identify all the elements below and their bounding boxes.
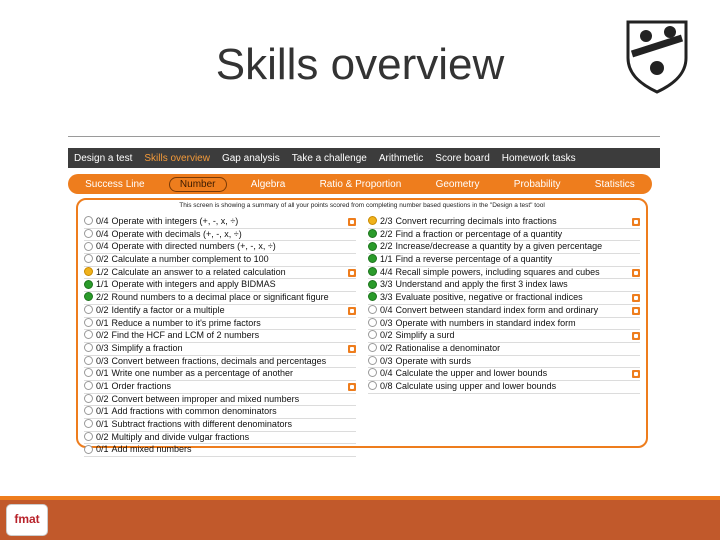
tab-statistics[interactable]: Statistics — [594, 178, 635, 190]
skill-label: Increase/decrease a quantity by a given percentage — [395, 241, 603, 252]
skill-row[interactable] — [368, 356, 640, 369]
skills-list-left — [84, 216, 356, 457]
skill-score: 0/4 — [380, 368, 393, 379]
skill-score: 0/4 — [380, 304, 393, 315]
skill-label: Find a fraction or percentage of a quantity — [395, 228, 563, 239]
status-dot-icon — [84, 381, 93, 390]
report-icon[interactable] — [632, 370, 640, 378]
skill-label: Identify a factor or a multiple — [111, 304, 225, 315]
status-dot-icon — [84, 368, 93, 377]
report-icon[interactable] — [632, 332, 640, 340]
skill-label: Convert between fractions, decimals and percentages — [111, 355, 327, 366]
report-icon[interactable] — [632, 269, 640, 277]
skill-score: 0/2 — [380, 330, 393, 341]
skill-row[interactable] — [84, 343, 356, 356]
status-dot-icon — [368, 343, 377, 352]
skill-score: 2/2 — [380, 228, 393, 239]
skill-score: 0/1 — [96, 444, 109, 455]
status-dot-icon — [368, 242, 377, 251]
skill-label: Convert recurring decimals into fractions — [395, 216, 557, 226]
skill-row[interactable] — [84, 318, 356, 331]
skill-label: Round numbers to a decimal place or significant figure — [111, 292, 329, 303]
skill-row[interactable] — [368, 318, 640, 331]
skill-label: Understand and apply the first 3 index laws — [395, 279, 568, 290]
divider — [68, 136, 660, 137]
skill-score: 0/3 — [96, 342, 109, 353]
skill-label: Simplify a surd — [395, 330, 455, 341]
skill-row[interactable] — [84, 241, 356, 254]
status-dot-icon — [84, 292, 93, 301]
status-dot-icon — [84, 216, 93, 225]
status-dot-icon — [84, 406, 93, 415]
skill-label: Write one number as a percentage of another — [111, 368, 293, 379]
status-dot-icon — [368, 292, 377, 301]
status-dot-icon — [84, 229, 93, 238]
report-icon[interactable] — [632, 307, 640, 315]
skill-score: 0/2 — [96, 431, 109, 442]
skill-label: Operate with surds — [395, 355, 472, 366]
crest-icon — [624, 18, 690, 94]
skill-label: Add fractions with common denominators — [111, 406, 277, 417]
logo-text: fmat — [14, 512, 40, 526]
skill-score: 0/1 — [96, 380, 109, 391]
skill-row[interactable] — [84, 292, 356, 305]
skill-label: Operate with integers (+, -, x, ÷) — [111, 216, 239, 226]
skill-label: Rationalise a denominator — [395, 342, 501, 353]
fmat-logo-icon — [6, 504, 48, 536]
skill-score: 0/2 — [96, 304, 109, 315]
nav-score-board[interactable]: Score board — [435, 152, 490, 164]
app-screenshot — [68, 148, 660, 460]
report-icon[interactable] — [348, 269, 356, 277]
skill-label: Subtract fractions with different denominators — [111, 419, 292, 429]
status-dot-icon — [84, 318, 93, 327]
skill-label: Calculate an answer to a related calculation — [111, 266, 286, 277]
skill-label: Reduce a number to it's prime factors — [111, 317, 261, 328]
skill-score: 0/3 — [380, 317, 393, 328]
skill-row[interactable] — [368, 330, 640, 343]
panel-description: This screen is showing a summary of all your points scored from completing number based questions in the "Design a test" tool — [179, 202, 545, 209]
skill-score: 0/1 — [96, 406, 109, 417]
nav-gap-analysis[interactable]: Gap analysis — [221, 152, 280, 164]
top-navigation — [68, 148, 660, 168]
tab-number[interactable]: Number — [169, 177, 227, 192]
status-dot-icon — [84, 254, 93, 263]
skill-score: 2/2 — [96, 292, 109, 303]
skill-label: Recall simple powers, including squares and cubes — [395, 266, 600, 277]
skill-row[interactable] — [368, 254, 640, 267]
skill-row[interactable] — [368, 279, 640, 292]
tab-probability[interactable]: Probability — [513, 178, 561, 190]
skill-row[interactable] — [84, 305, 356, 318]
skill-score: 1/2 — [96, 266, 109, 277]
report-icon[interactable] — [348, 345, 356, 353]
status-dot-icon — [368, 381, 377, 390]
skill-row[interactable] — [84, 229, 356, 242]
skill-row[interactable] — [84, 432, 356, 445]
skill-row[interactable] — [368, 216, 640, 229]
skill-label: Operate with integers and apply BIDMAS — [111, 279, 276, 290]
skill-row[interactable] — [368, 267, 640, 280]
skill-score: 0/2 — [96, 330, 109, 341]
topic-tabs — [68, 174, 652, 194]
skill-row[interactable] — [84, 330, 356, 343]
skill-row[interactable] — [368, 292, 640, 305]
status-dot-icon — [84, 242, 93, 251]
skill-row[interactable] — [84, 444, 356, 457]
status-dot-icon — [368, 318, 377, 327]
status-dot-icon — [84, 330, 93, 339]
slide-title: Skills overview — [215, 40, 505, 89]
status-dot-icon — [84, 432, 93, 441]
skill-row[interactable] — [368, 229, 640, 242]
skill-row[interactable] — [84, 406, 356, 419]
status-dot-icon — [84, 394, 93, 403]
skill-row[interactable] — [84, 254, 356, 267]
skill-score: 0/3 — [96, 355, 109, 366]
skill-label: Add mixed numbers — [111, 444, 192, 455]
skill-row[interactable] — [368, 381, 640, 394]
skill-score: 3/3 — [380, 292, 393, 303]
skill-score: 0/1 — [96, 368, 109, 379]
skill-row[interactable] — [368, 241, 640, 254]
skill-label: Operate with numbers in standard index form — [395, 317, 576, 328]
skill-label: Operate with decimals (+, -, x, ÷) — [111, 228, 242, 239]
skill-row[interactable] — [84, 279, 356, 292]
skills-panel — [76, 198, 648, 455]
report-icon[interactable] — [632, 218, 640, 226]
status-dot-icon — [84, 305, 93, 314]
report-icon[interactable] — [348, 383, 356, 391]
skill-label: Calculate the upper and lower bounds — [395, 368, 548, 379]
skill-row[interactable] — [84, 356, 356, 369]
tab-algebra[interactable]: Algebra — [250, 178, 286, 190]
status-dot-icon — [368, 356, 377, 365]
status-dot-icon — [368, 368, 377, 377]
status-dot-icon — [84, 356, 93, 365]
skill-score: 0/2 — [96, 254, 109, 265]
footer-bar — [0, 500, 720, 540]
skill-label: Multiply and divide vulgar fractions — [111, 431, 250, 442]
skills-list-right — [368, 216, 640, 394]
status-dot-icon — [368, 330, 377, 339]
skill-label: Convert between improper and mixed numbers — [111, 393, 300, 404]
skill-row[interactable] — [84, 419, 356, 432]
status-dot-icon — [368, 267, 377, 276]
skill-score: 0/1 — [96, 317, 109, 328]
tab-ratio-proportion[interactable]: Ratio & Proportion — [319, 178, 402, 190]
skill-row[interactable] — [368, 305, 640, 318]
status-dot-icon — [84, 280, 93, 289]
skill-score: 3/3 — [380, 279, 393, 290]
skill-label: Find the HCF and LCM of 2 numbers — [111, 330, 260, 341]
skill-score: 0/4 — [96, 228, 109, 239]
skill-label: Simplify a fraction — [111, 342, 183, 353]
skill-row[interactable] — [84, 216, 356, 229]
skill-label: Evaluate positive, negative or fractional indices — [395, 292, 583, 303]
skill-score: 0/2 — [96, 393, 109, 404]
report-icon[interactable] — [348, 307, 356, 315]
skill-score: 4/4 — [380, 266, 393, 277]
skill-label: Order fractions — [111, 380, 172, 391]
tab-geometry[interactable]: Geometry — [435, 178, 480, 190]
skill-row[interactable] — [84, 394, 356, 407]
skill-score: 0/4 — [96, 241, 109, 252]
status-dot-icon — [368, 216, 377, 225]
skill-score: 0/8 — [380, 380, 393, 391]
status-dot-icon — [84, 445, 93, 454]
nav-homework-tasks[interactable]: Homework tasks — [501, 152, 576, 164]
skill-row[interactable] — [84, 368, 356, 381]
status-dot-icon — [84, 343, 93, 352]
skill-row[interactable] — [368, 368, 640, 381]
skill-label: Convert between standard index form and ordinary — [395, 304, 599, 315]
nav-arithmetic[interactable]: Arithmetic — [378, 152, 424, 164]
skill-score: 1/1 — [96, 279, 109, 290]
skill-row[interactable] — [368, 343, 640, 356]
nav-skills-overview[interactable]: Skills overview — [144, 152, 210, 164]
skill-score: 1/1 — [380, 254, 393, 265]
skill-score: 2/3 — [380, 216, 393, 226]
report-icon[interactable] — [632, 294, 640, 302]
report-icon[interactable] — [348, 218, 356, 226]
skill-label: Calculate a number complement to 100 — [111, 254, 269, 265]
nav-design-a-test[interactable]: Design a test — [74, 152, 133, 164]
status-dot-icon — [368, 229, 377, 238]
tab-success-line[interactable]: Success Line — [85, 178, 145, 190]
status-dot-icon — [84, 419, 93, 428]
skill-score: 0/4 — [96, 216, 109, 226]
skill-label: Calculate using upper and lower bounds — [395, 380, 557, 391]
skill-score: 2/2 — [380, 241, 393, 252]
skill-row[interactable] — [84, 267, 356, 280]
skill-label: Operate with directed numbers (+, -, x, ÷) — [111, 241, 276, 252]
status-dot-icon — [368, 280, 377, 289]
skill-row[interactable] — [84, 381, 356, 394]
skill-score: 0/1 — [96, 419, 109, 429]
skill-label: Find a reverse percentage of a quantity — [395, 254, 553, 265]
skill-score: 0/3 — [380, 355, 393, 366]
status-dot-icon — [368, 254, 377, 263]
nav-take-a-challenge[interactable]: Take a challenge — [291, 152, 367, 164]
status-dot-icon — [84, 267, 93, 276]
skill-score: 0/2 — [380, 342, 393, 353]
status-dot-icon — [368, 305, 377, 314]
